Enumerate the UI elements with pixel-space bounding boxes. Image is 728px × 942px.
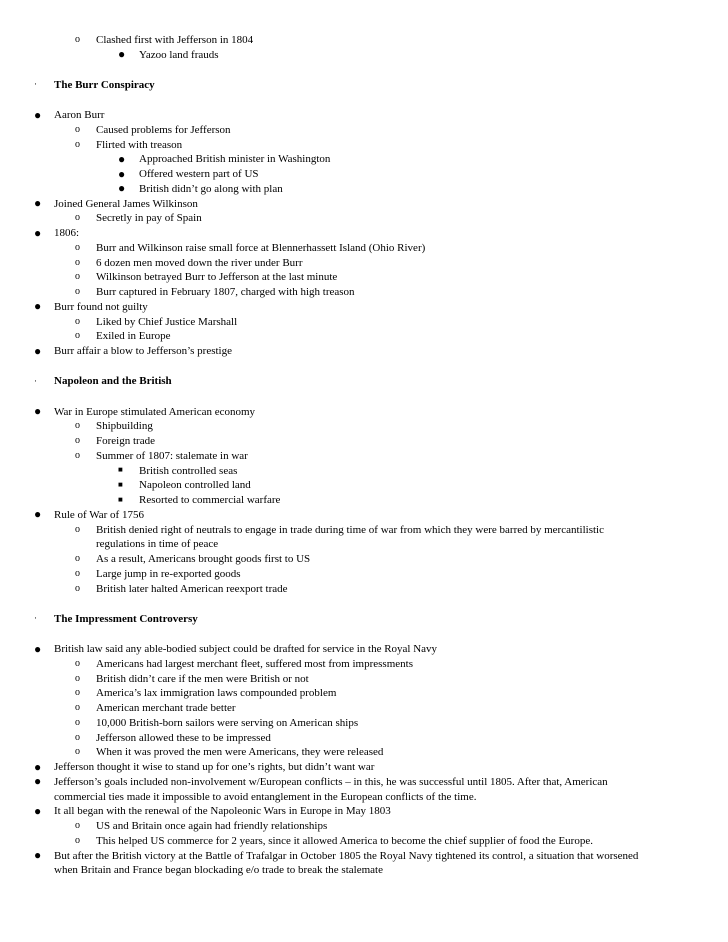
sub-item: Clashed first with Jefferson in 1804 [96,34,254,46]
bullet-icon: ● [118,166,126,181]
bullet-item: Jefferson’s goals included non-involvement w/European conflicts – in this, he was successful until 1805. After that, American [54,775,608,788]
bullet-icon: o [75,746,80,758]
bullet-item: Aaron Burr [54,109,105,122]
bullet-icon: o [75,34,80,45]
bullet-icon: ● [118,151,126,166]
bullet-icon: ● [34,343,42,358]
bullet-icon: ● [34,641,42,656]
sub-item: Wilkinson betrayed Burr to Jefferson at the last minute [96,271,338,284]
bullet-icon: ● [34,803,42,818]
bullet-icon: o [75,435,80,447]
bullet-icon: o [75,315,80,327]
bullet-icon: ● [34,225,42,240]
bullet-icon: ● [34,299,42,314]
bullet-item: Burr found not guilty [54,300,148,313]
sub-item: 6 dozen men moved down the river under Burr [96,256,303,269]
bullet-icon: ● [34,107,42,122]
sub-item: Foreign trade [96,435,155,448]
sub-sub-item: British didn’t go along with plan [139,182,283,195]
bullet-item: when Britain and France began blockading e/o trade to break the stalemate [54,864,383,877]
bullet-icon: o [75,212,80,224]
sub-item: Americans had largest merchant fleet, suffered most from impressments [96,657,413,670]
bullet-icon: o [75,553,80,565]
bullet-item: It all began with the renewal of the Napoleonic Wars in Europe in May 1803 [54,805,391,818]
heading-marker-icon: · [34,375,37,386]
bullet-item: Joined General James Wilkinson [54,197,198,210]
sub-item: 10,000 British-born sailors were serving on American ships [96,716,359,729]
sub-item: Burr and Wilkinson raise small force at Blennerhassett Island (Ohio River) [96,241,426,254]
bullet-item: War in Europe stimulated American economy [54,405,256,418]
bullet-icon: o [75,834,80,846]
heading-marker-icon: · [34,613,37,624]
bullet-icon: o [75,449,80,461]
bullet-icon: o [75,523,80,535]
sub-item: US and Britain once again had friendly relationships [96,820,328,833]
sub-item: Caused problems for Jefferson [96,123,231,136]
bullet-icon: o [75,820,80,832]
bullet-icon: o [75,271,80,283]
bullet-item: Burr affair a blow to Jefferson’s prestige [54,345,232,358]
sub-item: Shipbuilding [96,420,153,433]
sub-item: Flirted with treason [96,138,183,151]
sub-item: regulations in time of peace [96,538,219,551]
heading-marker-icon: · [34,79,37,90]
bullet-icon: o [75,702,80,714]
section-heading: Napoleon and the British [54,375,172,388]
sub-item: British denied right of neutrals to engage in trade during time of war from which they were barred by mercantilistic [96,523,604,536]
bullet-icon: o [75,256,80,268]
sub-item: Secretly in pay of Spain [96,212,202,225]
bullet-icon: o [75,716,80,728]
bullet-icon: ● [34,507,42,522]
sub-item: Exiled in Europe [96,330,171,343]
bullet-icon: o [75,672,80,684]
sub-item: British later halted American reexport trade [96,582,288,595]
bullet-icon: ● [34,774,42,789]
sub-item: When it was proved the men were Americans, they were released [96,746,384,759]
bullet-item: commercial ties made it impossible to avoid entanglement in the European conflicts of the time. [54,790,477,803]
sub-item: As a result, Americans brought goods first to US [96,553,311,566]
sub-item: Jefferson allowed these to be impressed [96,731,271,744]
sub-item: Large jump in re-exported goods [96,567,241,580]
bullet-item: British law said any able-bodied subject could be drafted for service in the Royal Navy [54,643,438,656]
bullet-icon: o [75,567,80,579]
bullet-icon: o [75,241,80,253]
bullet-icon: ● [118,181,126,196]
sub-sub-item: Approached British minister in Washington [139,153,331,166]
bullet-icon: ■ [118,494,123,504]
section-heading: The Burr Conspiracy [54,78,155,91]
bullet-icon: o [75,657,80,669]
sub-item: Burr captured in February 1807, charged with high treason [96,286,355,299]
bullet-icon: ● [118,47,126,62]
bullet-icon: o [75,420,80,432]
bullet-icon: ● [34,759,42,774]
bullet-icon: o [75,330,80,342]
bullet-icon: o [75,582,80,594]
sub-sub-item: Yazoo land frauds [139,48,219,61]
sub-sub-item: Napoleon controlled land [139,479,251,492]
bullet-icon: o [75,731,80,743]
sub-item: British didn’t care if the men were British or not [96,672,309,685]
sub-item: American merchant trade better [96,702,236,715]
section-heading: The Impressment Controversy [54,612,198,625]
bullet-icon: ■ [118,479,123,489]
bullet-icon: o [75,123,80,135]
bullet-icon: ● [34,196,42,211]
bullet-item: Rule of War of 1756 [54,508,144,521]
sub-item: America’s lax immigration laws compounded problem [96,687,337,700]
sub-item: This helped US commerce for 2 years, since it allowed America to become the chief supplier of food the Europe. [96,834,593,847]
sub-item: Liked by Chief Justice Marshall [96,315,238,328]
bullet-icon: ● [34,848,42,863]
sub-sub-item: Resorted to commercial warfare [139,494,281,507]
bullet-icon: o [75,286,80,298]
bullet-icon: o [75,138,80,150]
bullet-icon: ● [34,404,42,419]
bullet-item: But after the British victory at the Battle of Trafalgar in October 1805 the Royal Navy tightened its control, a situation that worsened [54,849,639,862]
bullet-item: Jefferson thought it wise to stand up for one’s rights, but didn’t want war [54,761,375,774]
sub-sub-item: Offered western part of US [139,168,259,181]
sub-item: Summer of 1807: stalemate in war [96,449,248,462]
bullet-icon: o [75,687,80,699]
bullet-item: 1806: [54,227,80,240]
sub-sub-item: British controlled seas [139,464,238,477]
bullet-icon: ■ [118,465,123,475]
